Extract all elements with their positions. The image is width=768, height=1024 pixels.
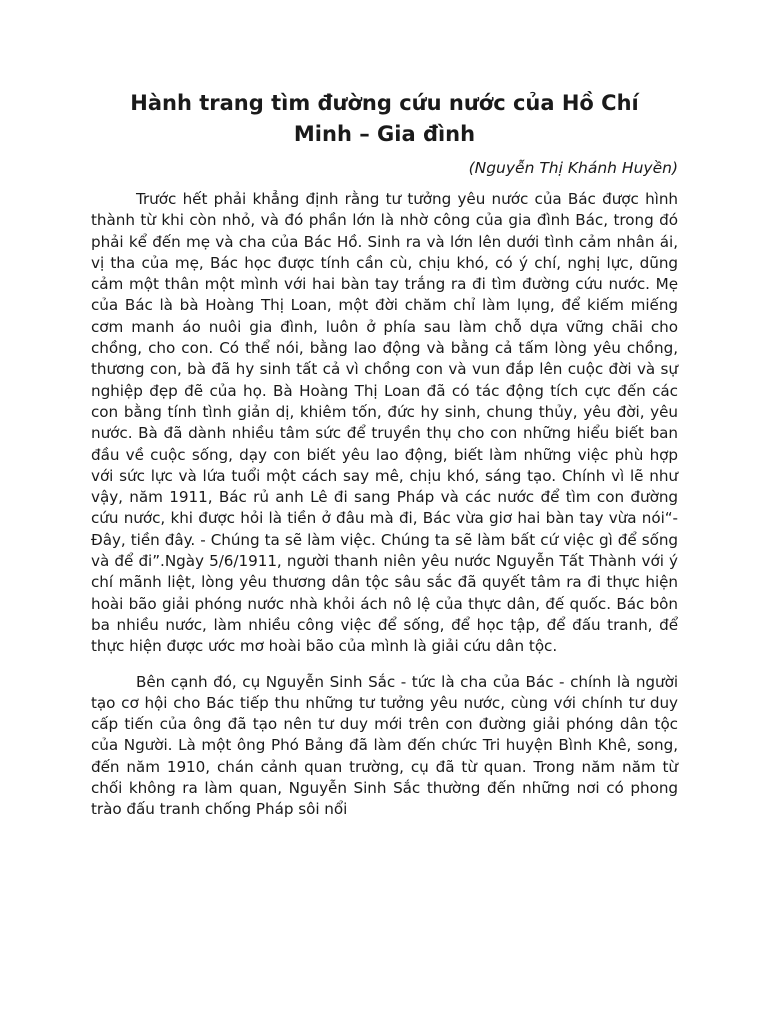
author-byline: (Nguyễn Thị Khánh Huyền) — [468, 159, 678, 177]
paragraph-mother: Trước hết phải khẳng định rằng tư tưởng yêu nước của Bác được hình thành từ khi còn nhỏ, và đó phần lớn là nhờ công của gia đình Bác, trong đó phải kể đến mẹ và cha của Bác Hồ. Sinh ra và lớn lên dưới tình cảm nhân ái, vị tha của mẹ, Bác học được tính cần cù, chịu khó, có ý chí, nghị lực, dũng cảm một thân một mình với hai bàn tay trắng ra đi tìm đường cứu nước. Mẹ của Bác là bà Hoàng Thị Loan, một đời chăm chỉ làm lụng, để kiếm miếng cơm manh áo nuôi gia đình, luôn ở phía sau làm chỗ dựa vững chãi cho chồng, cho con. Có thể nói, bằng lao động và bằng cả tấm lòng yêu chồng, thương con, bà đã hy sinh tất cả vì chồng con và vun đắp lên cuộc đời và sự nghiệp đẹp đẽ của họ. Bà Hoàng Thị Loan đã có tác động tích cực đến các con bằng tính tình giản dị, khiêm tốn, đức hy sinh, chung thủy, yêu đời, yêu nước. Bà đã dành nhiều tâm sức để truyền thụ cho con những hiểu biết ban đầu về cuộc sống, dạy con biết yêu lao động, biết làm những việc phù hợp với sức lực và lứa tuổi một cách say mê, chịu khó, sáng tạo. Chính vì lẽ như vậy, năm 1911, Bác rủ anh Lê đi sang Pháp và các nước để tìm con đường cứu nước, khi được hỏi là tiền ở đâu mà đi, Bác vừa giơ hai bàn tay vừa nói“- Đây, tiền đây. - Chúng ta sẽ làm việc. Chúng ta sẽ làm bất cứ việc gì để sống và để đi”.Ngày 5/6/1911, người thanh niên yêu nước Nguyễn Tất Thành với ý chí mãnh liệt, lòng yêu thương dân tộc sâu sắc đã quyết tâm ra đi thực hiện hoài bão giải phóng nước nhà khỏi ách nô lệ của thực dân, đế quốc. Bác bôn ba nhiều nước, làm nhiều công việc để sống, để học tập, để đấu tranh, để thực hiện được ước mơ hoài bão của mình là giải cứu dân tộc. — [91, 190, 678, 656]
paragraph-father: Bên cạnh đó, cụ Nguyễn Sinh Sắc - tức là cha của Bác - chính là người tạo cơ hội cho Bác tiếp thu những tư tưởng yêu nước, cùng với chính tư duy cấp tiến của ông đã tạo nên tư duy mới trên con đường giải phóng dân tộc của Người. Là một ông Phó Bảng đã làm đến chức Tri huyện Bình Khê, song, đến năm 1910, chán cảnh quan trường, cụ đã từ quan. Trong năm năm từ chối không ra làm quan, Nguyễn Sinh Sắc thường đến những nơi có phong trào đấu tranh chống Pháp sôi nổi — [91, 672, 678, 819]
document-title: Hành trang tìm đường cứu nước của Hồ Chí Minh – Gia đình — [130, 91, 639, 146]
